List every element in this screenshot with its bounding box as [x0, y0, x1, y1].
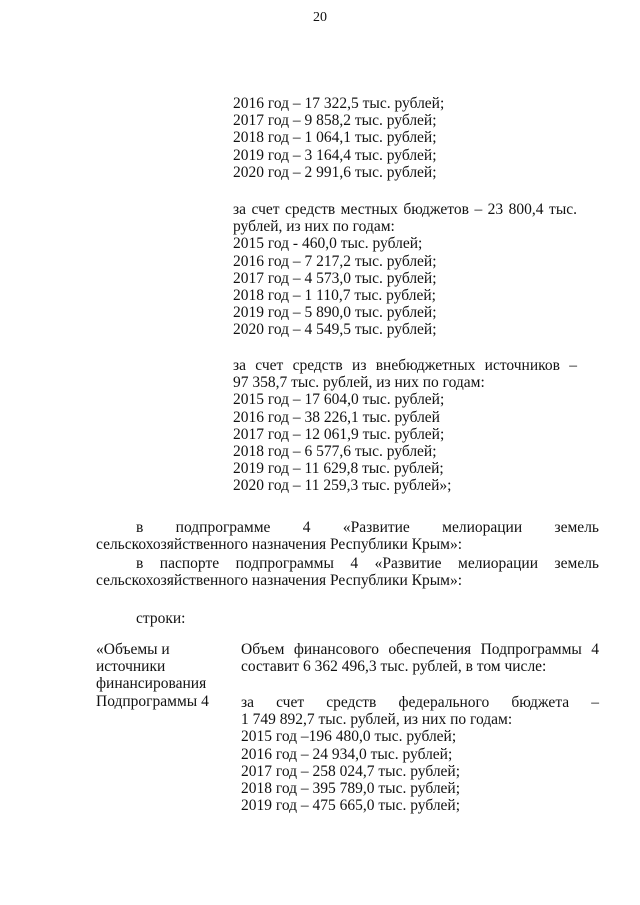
- left-cell-line: «Объемы и: [96, 641, 170, 658]
- year-line: 2018 год – 395 789,0 тыс. рублей;: [241, 780, 461, 798]
- year-line: 2015 год –196 480,0 тыс. рублей;: [241, 728, 457, 746]
- year-line: 2017 год – 258 024,7 тыс. рублей;: [241, 762, 461, 780]
- year-line: 2016 год – 7 217,2 тыс. рублей;: [233, 252, 437, 270]
- left-cell-line: источники: [96, 658, 166, 676]
- extrabudgetary-section: [233, 357, 577, 495]
- extrabudgetary-heading-cont: 97 358,7 тыс. рублей, из них по годам:: [233, 374, 485, 392]
- passport-paragraph: [96, 555, 599, 589]
- table-right-intro: [241, 641, 599, 675]
- table-left-cell: [96, 641, 209, 710]
- intro-line: составит 6 362 496,3 тыс. рублей, в том числе:: [241, 658, 547, 676]
- paragraph-line: сельскохозяйственного назначения Республики Крым»:: [96, 536, 463, 554]
- year-line: 2018 год – 6 577,6 тыс. рублей;: [233, 443, 437, 461]
- year-line: 2017 год – 12 061,9 тыс. рублей;: [233, 425, 445, 443]
- year-line: 2019 год – 3 164,4 тыс. рублей;: [233, 146, 437, 164]
- year-line: 2020 год – 4 549,5 тыс. рублей;: [233, 321, 437, 339]
- subprogram-paragraph: [96, 519, 599, 553]
- left-cell-line: финансирования: [96, 675, 207, 693]
- year-line: 2019 год – 5 890,0 тыс. рублей;: [233, 304, 437, 322]
- left-cell-line: Подпрограммы 4: [96, 692, 209, 710]
- year-line: 2018 год – 1 064,1 тыс. рублей;: [233, 129, 437, 147]
- federal-budget-section: [241, 694, 599, 814]
- paragraph-line: в паспорте подпрограммы 4 «Развитие мелиорации земель: [136, 555, 599, 572]
- paragraph-line: сельскохозяйственного назначения Республики Крым»:: [96, 572, 463, 590]
- year-line: 2019 год – 475 665,0 тыс. рублей;: [241, 797, 461, 815]
- local-budgets-section: [233, 201, 577, 339]
- year-line: 2018 год – 1 110,7 тыс. рублей;: [233, 287, 436, 305]
- year-line: 2015 год – 17 604,0 тыс. рублей;: [233, 391, 445, 409]
- year-line: 2017 год – 9 858,2 тыс. рублей;: [233, 112, 437, 130]
- local-budgets-heading: за счет средств местных бюджетов – 23 800,4 тыс.: [233, 201, 577, 218]
- paragraph-line: в подпрограмме 4 «Развитие мелиорации земель: [136, 519, 599, 536]
- federal-budget-heading-cont: 1 749 892,7 тыс. рублей, из них по годам:: [241, 711, 513, 729]
- year-line: 2016 год – 38 226,1 тыс. рублей: [233, 408, 440, 426]
- intro-line: Объем финансового обеспечения Подпрограммы 4: [241, 641, 599, 658]
- year-line: 2019 год – 11 629,8 тыс. рублей;: [233, 460, 444, 478]
- year-line: 2016 год – 24 934,0 тыс. рублей;: [241, 745, 453, 763]
- year-line: 2015 год - 460,0 тыс. рублей;: [233, 235, 423, 253]
- local-budgets-heading-cont: рублей, из них по годам:: [233, 218, 395, 236]
- federal-budget-heading: за счет средств федерального бюджета –: [241, 694, 599, 711]
- extrabudgetary-heading: за счет средств из внебюджетных источников –: [233, 357, 577, 374]
- year-line: 2016 год – 17 322,5 тыс. рублей;: [233, 95, 445, 112]
- regional-budget-years: [233, 95, 444, 181]
- year-line: 2020 год – 11 259,3 тыс. рублей»;: [233, 477, 452, 495]
- stroki-label: строки:: [136, 610, 186, 627]
- page-number: 20: [313, 10, 327, 25]
- year-line: 2020 год – 2 991,6 тыс. рублей;: [233, 163, 437, 181]
- year-line: 2017 год – 4 573,0 тыс. рублей;: [233, 269, 437, 287]
